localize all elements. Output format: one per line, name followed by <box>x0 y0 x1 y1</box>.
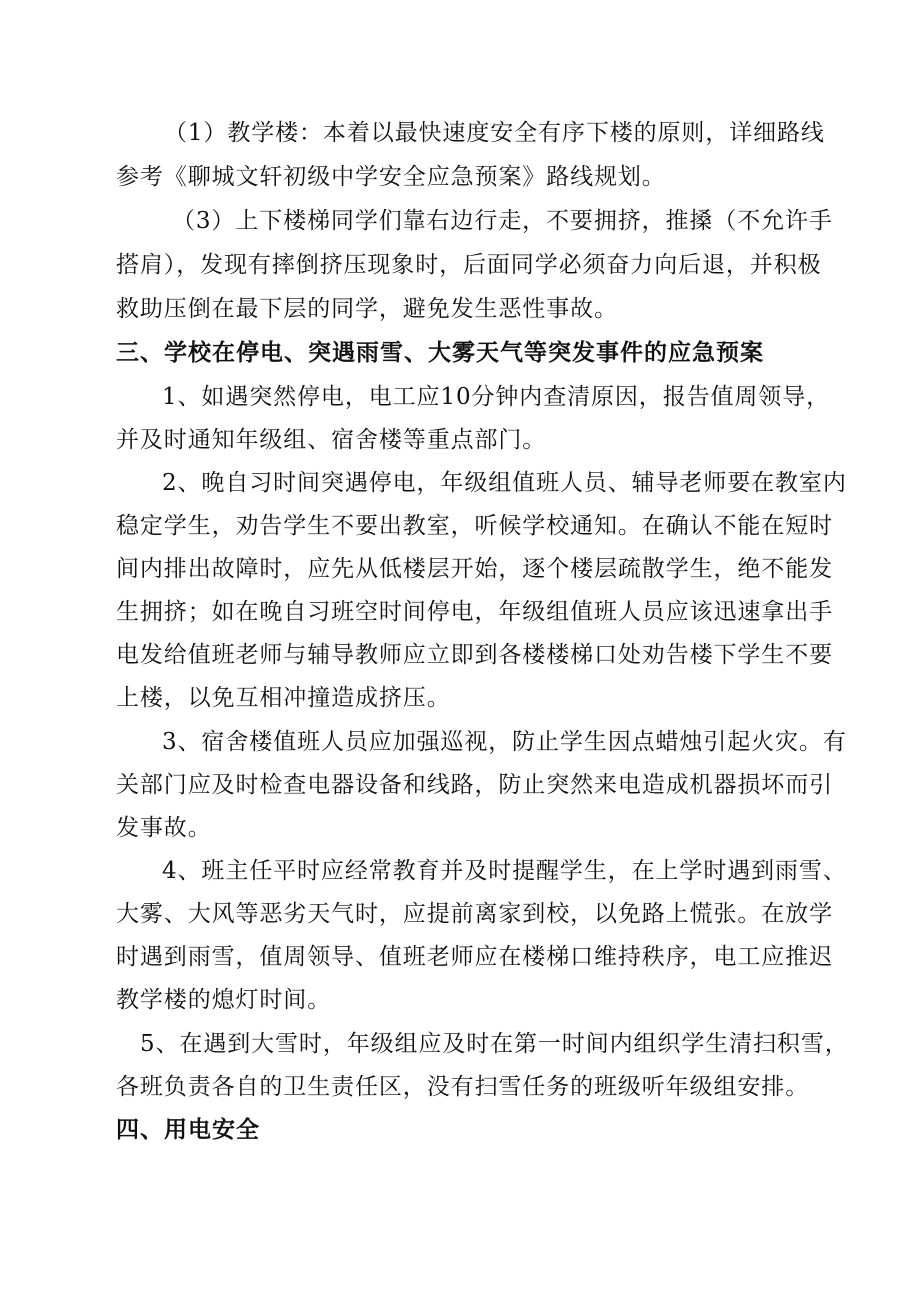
paragraph-line: 2、晚自习时间突遇停电，年级组值班人员、辅导老师要在教室内 <box>162 470 847 496</box>
paragraph-line: 间内排出故障时，应先从低楼层开始，逐个楼层疏散学生，绝不能发 <box>116 556 833 582</box>
paragraph-line: 救助压倒在最下层的同学，避免发生恶性事故。 <box>116 296 618 322</box>
paragraph-line: 3、宿舍楼值班人员应加强巡视，防止学生因点蜡烛引起火灾。有 <box>162 729 847 755</box>
paragraph-line: 关部门应及时检查电器设备和线路，防止突然来电造成机器损坏而引 <box>116 772 833 798</box>
paragraph-line: 各班负责各自的卫生责任区，没有扫雪任务的班级听年级组安排。 <box>116 1074 810 1100</box>
paragraph-line: 电发给值班老师与辅导教师应立即到各楼楼梯口处劝告楼下学生不要 <box>116 642 833 668</box>
paragraph-line: 并及时通知年级组、宿舍楼等重点部门。 <box>116 427 547 453</box>
paragraph-line: 稳定学生，劝告学生不要出教室，听候学校通知。在确认不能在短时 <box>116 513 833 539</box>
section-heading: 三、学校在停电、突遇雨雪、大雾天气等突发事件的应急预案 <box>116 340 764 366</box>
paragraph-line: 上楼，以免互相冲撞造成挤压。 <box>116 685 451 711</box>
section-heading: 四、用电安全 <box>116 1117 260 1143</box>
paragraph-line: （1）教学楼：本着以最快速度安全有序下楼的原则，详细路线 <box>164 120 825 146</box>
paragraph-line: 发事故。 <box>116 815 212 841</box>
paragraph-line: （3）上下楼梯同学们靠右边行走，不要拥挤，推搡（不允许手 <box>172 208 833 234</box>
paragraph-line: 4、班主任平时应经常教育并及时提醒学生，在上学时遇到雨雪、 <box>162 858 847 884</box>
paragraph-line: 大雾、大风等恶劣天气时，应提前离家到校，以免路上慌张。在放学 <box>116 901 833 927</box>
paragraph-line: 搭肩），发现有摔倒挤压现象时，后面同学必须奋力向后退，并积极 <box>116 252 822 278</box>
paragraph-line: 5、在遇到大雪时，年级组应及时在第一时间内组织学生清扫积雪， <box>140 1031 849 1057</box>
paragraph-line: 时遇到雨雪，值周领导、值班老师应在楼梯口维持秩序，电工应推迟 <box>116 944 833 970</box>
paragraph-line: 参考《聊城文轩初级中学安全应急预案》路线规划。 <box>116 164 666 190</box>
paragraph-line: 1、如遇突然停电，电工应10分钟内查清原因，报告值周领导， <box>162 384 830 410</box>
paragraph-line: 教学楼的熄灯时间。 <box>116 987 332 1013</box>
paragraph-line: 生拥挤；如在晚自习班空时间停电，年级组值班人员应该迅速拿出手 <box>116 599 833 625</box>
